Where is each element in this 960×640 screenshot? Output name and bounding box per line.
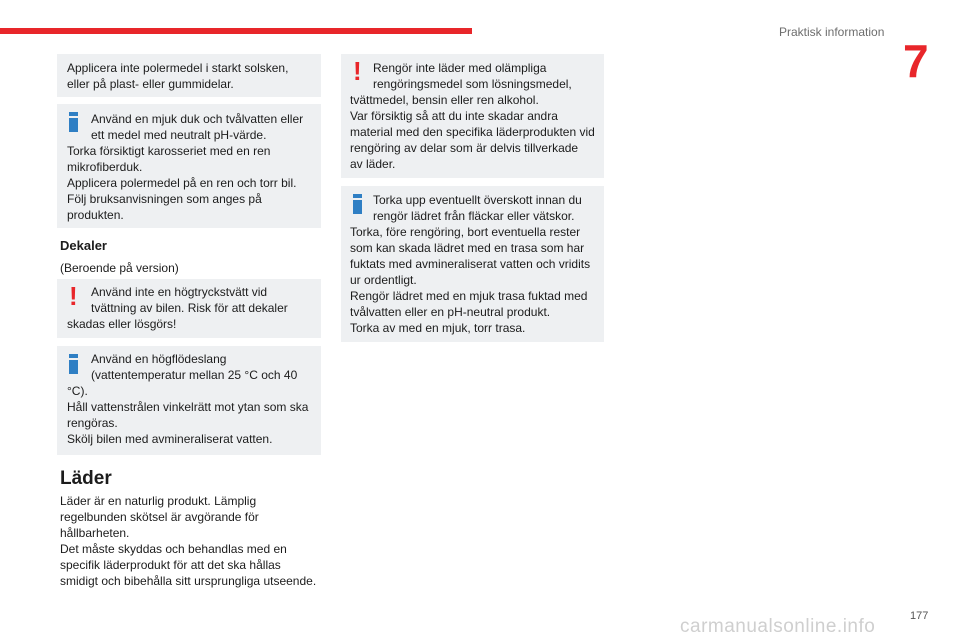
watermark: carmanualsonline.info <box>680 616 876 637</box>
lead-line: Rengör inte läder med olämpliga <box>373 61 547 75</box>
body-line: Var försiktig så att du inte skadar andra <box>350 109 558 123</box>
warning-box-pressure-washer <box>57 279 321 338</box>
note-line: eller på plast- eller gummidelar. <box>67 77 234 91</box>
text-line: specifik läderprodukt för att det ska hållas <box>60 558 281 572</box>
info-box-washing <box>57 104 321 228</box>
info-icon <box>69 112 78 132</box>
warning-icon: ! <box>353 56 362 86</box>
lead-line: Använd en högflödeslang <box>91 352 227 366</box>
info-box-hose <box>57 346 321 455</box>
lead-line: Torka upp eventuellt överskott innan du <box>373 193 582 207</box>
info-icon <box>353 194 362 214</box>
body-line: mikrofiberduk. <box>67 160 143 174</box>
warning-box-leather-cleaners <box>341 54 604 178</box>
body-line: °C). <box>67 384 88 398</box>
text-line: Läder är en naturlig produkt. Lämplig <box>60 494 257 508</box>
lead-line: rengör lädret från fläckar eller vätskor. <box>373 209 575 223</box>
warning-icon: ! <box>69 281 78 311</box>
lader-paragraph <box>60 493 316 589</box>
text-line: smidigt och bibehålla sitt ursprungliga utseende. <box>60 574 317 588</box>
body-line: skadas eller lösgörs! <box>67 317 177 331</box>
lead-line: tvättning av bilen. Risk för att dekaler <box>91 301 288 315</box>
body-line: rengöras. <box>67 416 118 430</box>
note-box-polish <box>57 54 321 97</box>
lead-line: Använd en mjuk duk och tvålvatten eller <box>91 112 304 126</box>
body-line: av läder. <box>350 157 396 171</box>
note-line: Applicera inte polermedel i starkt solsken, <box>67 61 289 75</box>
body-line: Torka av med en mjuk, torr trasa. <box>350 321 526 335</box>
body-line: tvålvatten eller en pH-neutral produkt. <box>350 305 551 319</box>
body-line: Håll vattenstrålen vinkelrätt mot ytan som ska <box>67 400 309 414</box>
body-line: ur ordentligt. <box>350 273 417 287</box>
body-line: Skölj bilen med avmineraliserat vatten. <box>67 432 273 446</box>
version-note: (Beroende på version) <box>60 261 179 275</box>
body-line: Rengör lädret med en mjuk trasa fuktad med <box>350 289 588 303</box>
body-line: fuktats med avmineraliserat vatten och vridits <box>350 257 591 271</box>
body-line: Torka försiktigt karosseriet med en ren <box>67 144 271 158</box>
text-line: regelbunden skötsel är avgörande för <box>60 510 259 524</box>
text-line: hållbarheten. <box>60 526 130 540</box>
heading-lader: Läder <box>60 468 112 489</box>
text-line: Det måste skyddas och behandlas med en <box>60 542 287 556</box>
body-line: produkten. <box>67 208 124 222</box>
lead-line: (vattentemperatur mellan 25 °C och 40 <box>91 368 298 382</box>
body-line: som kan skada lädret med en trasa som har <box>350 241 585 255</box>
chapter-color-bar <box>0 28 472 34</box>
info-box-leather-care <box>341 186 604 342</box>
body-line: material med den specifika läderprodukten vid <box>350 125 595 139</box>
body-line: Torka, före rengöring, bort eventuella rester <box>350 225 581 239</box>
lead-line: Använd inte en högtryckstvätt vid <box>91 285 268 299</box>
lead-line: ett medel med neutralt pH-värde. <box>91 128 267 142</box>
page-number: 177 <box>910 610 929 622</box>
section-title: Praktisk information <box>779 25 885 39</box>
body-line: Följ bruksanvisningen som anges på <box>67 192 262 206</box>
lead-line: rengöringsmedel som lösningsmedel, <box>373 77 572 91</box>
info-icon <box>69 354 78 374</box>
heading-dekaler: Dekaler <box>60 238 107 253</box>
body-line: Applicera polermedel på en ren och torr bil. <box>67 176 297 190</box>
body-line: tvättmedel, bensin eller ren alkohol. <box>350 93 539 107</box>
body-line: rengöring av delar som är delvis tillverkade <box>350 141 579 155</box>
chapter-number: 7 <box>903 35 929 87</box>
